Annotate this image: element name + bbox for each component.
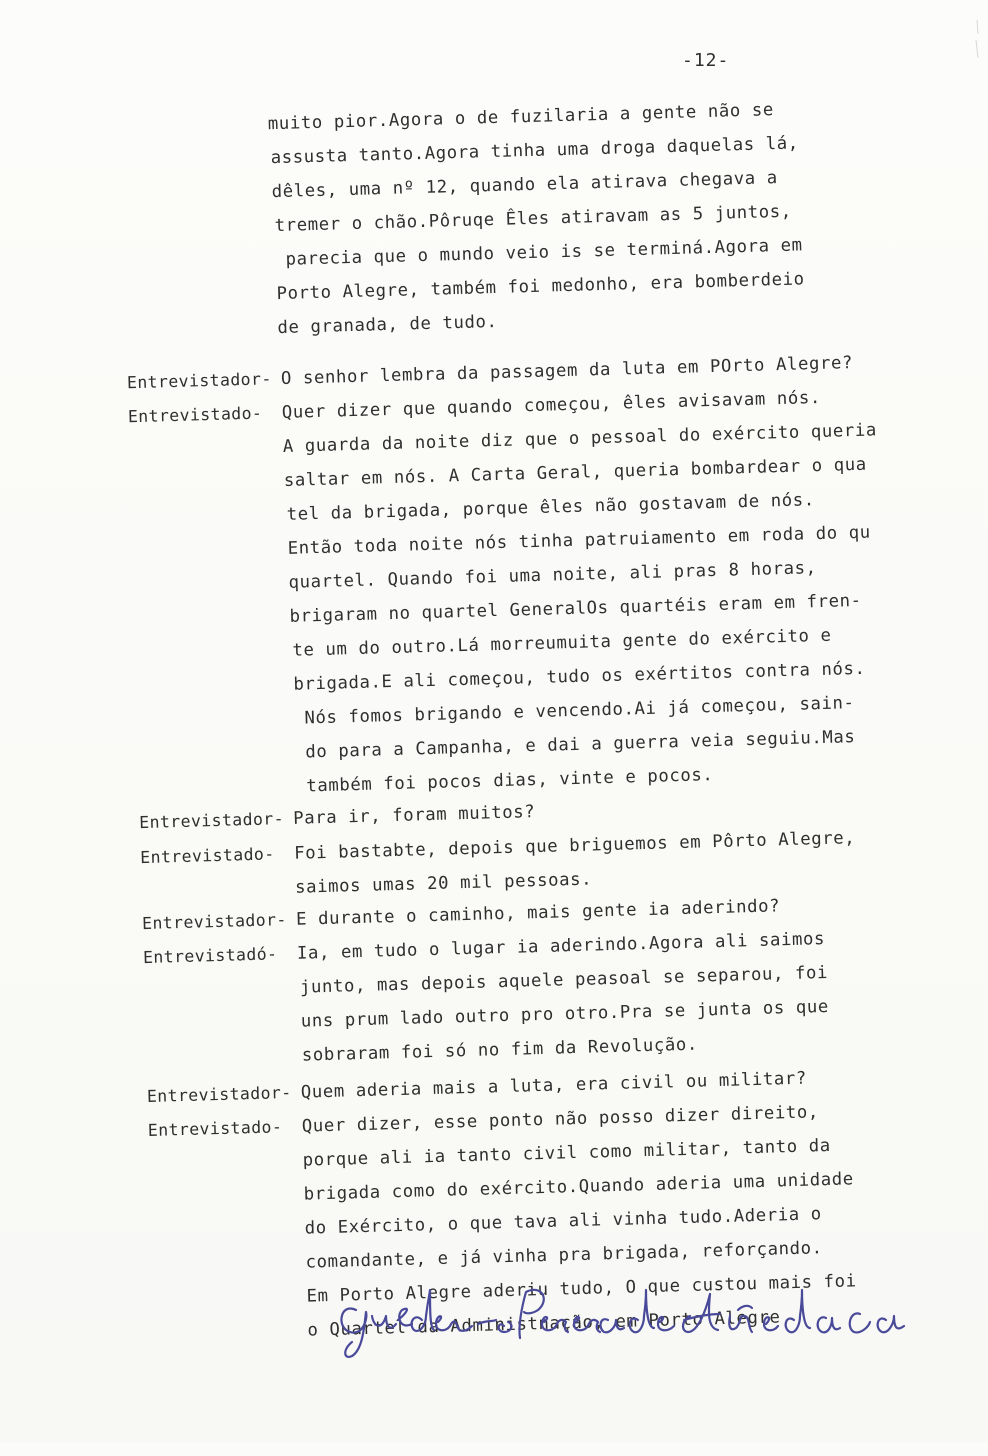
text-line: Porto Alegre, também foi medonho, era bomberdeio	[276, 269, 805, 305]
text-line: brigaram no quartel GeneralOs quartéis eram em fren-	[289, 590, 862, 627]
text-line: A guarda da noite diz que o pessoal do exército queria	[282, 420, 878, 457]
text-line: também foi pocos dias, vinte e pocos.	[306, 765, 714, 797]
text-line: saltar em nós. A Carta Geral, queria bombardear o qua	[283, 454, 868, 491]
text-line: do Exército, o que tava ali vinha tudo.Aderia o	[304, 1204, 822, 1239]
speaker-label: Entrevistador-	[141, 910, 287, 934]
text-line: tremer o chão.Pôruqe Êles atiravam as 5 juntos,	[274, 201, 792, 237]
text-line: parecia que o mundo veio is se terminá.Agora em	[285, 235, 803, 270]
text-line: assusta tanto.Agora tinha uma droga daquelas lá,	[270, 133, 800, 169]
text-line: comandante, e já vinha pra brigada, reforçando.	[305, 1238, 823, 1273]
speaker-label: Entrevistador-	[139, 809, 285, 833]
text-line: Nós fomos brigando e vencendo.Ai já começou, sain-	[304, 693, 855, 729]
speaker-label: Entrevistado-	[127, 403, 263, 427]
text-line: porque ali ia tanto civil como militar, tanto da	[302, 1135, 832, 1171]
text-line: Quer dizer, esse ponto não posso dizer direito,	[301, 1102, 820, 1137]
handwritten-signature	[338, 1270, 918, 1360]
speaker-label: Entrevistado-	[139, 844, 275, 868]
text-line: o Quartel da Administnação, em Porto Alegre	[307, 1307, 781, 1341]
text-line: brigada como do exército.Quando aderia uma unidade	[303, 1169, 855, 1205]
speaker-label: Entrevistadó-	[142, 944, 278, 968]
text-line: Ia, em tudo o lugar ia aderindo.Agora ali saimos	[296, 929, 826, 964]
text-line: saimos umas 20 mil pessoas.	[294, 869, 593, 898]
text-line: brigada.E ali começou, tudo os exértitos contra nós.	[293, 658, 866, 695]
page-edge-mark	[972, 20, 982, 60]
text-line: uns prum lado outro pro otro.Pra se junta os que	[300, 996, 830, 1032]
text-line: Então toda noite nós tinha patruiamento em roda do qu	[287, 522, 871, 559]
text-line: dêles, uma nº 12, quando ela atirava chegava a	[271, 168, 779, 203]
text-line: Quem aderia mais a luta, era civil ou militar?	[300, 1068, 808, 1103]
text-line: Em Porto Alegre aderiu tudo, O que custou mais foi	[306, 1271, 857, 1307]
speaker-label: Entrevistador-	[126, 369, 272, 393]
text-line: Quer dizer que quando começou, êles avisavam nós.	[281, 387, 822, 423]
text-line: sobraram foi só no fim da Revolução.	[301, 1034, 699, 1066]
text-line: E durante o caminho, mais gente ia aderindo?	[295, 896, 781, 930]
speaker-label: Entrevistador-	[146, 1082, 292, 1107]
text-line: quartel. Quando foi uma noite, ali pras 8 horas,	[288, 558, 817, 593]
text-line: muito pior.Agora o de fuzilaria a gente não se	[267, 100, 775, 135]
text-line: do para a Campanha, e dai a guerra veia seguiu.Mas	[305, 727, 856, 763]
page-number: -12-	[682, 50, 730, 71]
text-line: Foi bastabte, depois que briguemos em Pôrto Alegre,	[293, 828, 856, 864]
speaker-label: Entrevistado-	[147, 1117, 283, 1140]
text-line: Para ir, foram muitos?	[292, 802, 536, 829]
text-line: tel da brigada, porque êles não gostavam de nós.	[286, 490, 816, 525]
text-line: junto, mas depois aquele peasoal se separou, foi	[299, 962, 829, 998]
text-line: te um do outro.Lá morreumuita gente do exército e	[292, 625, 832, 661]
text-line: de granada, de tudo.	[277, 311, 498, 339]
text-line: O senhor lembra da passagem da luta em POrto Alegre?	[280, 353, 854, 389]
